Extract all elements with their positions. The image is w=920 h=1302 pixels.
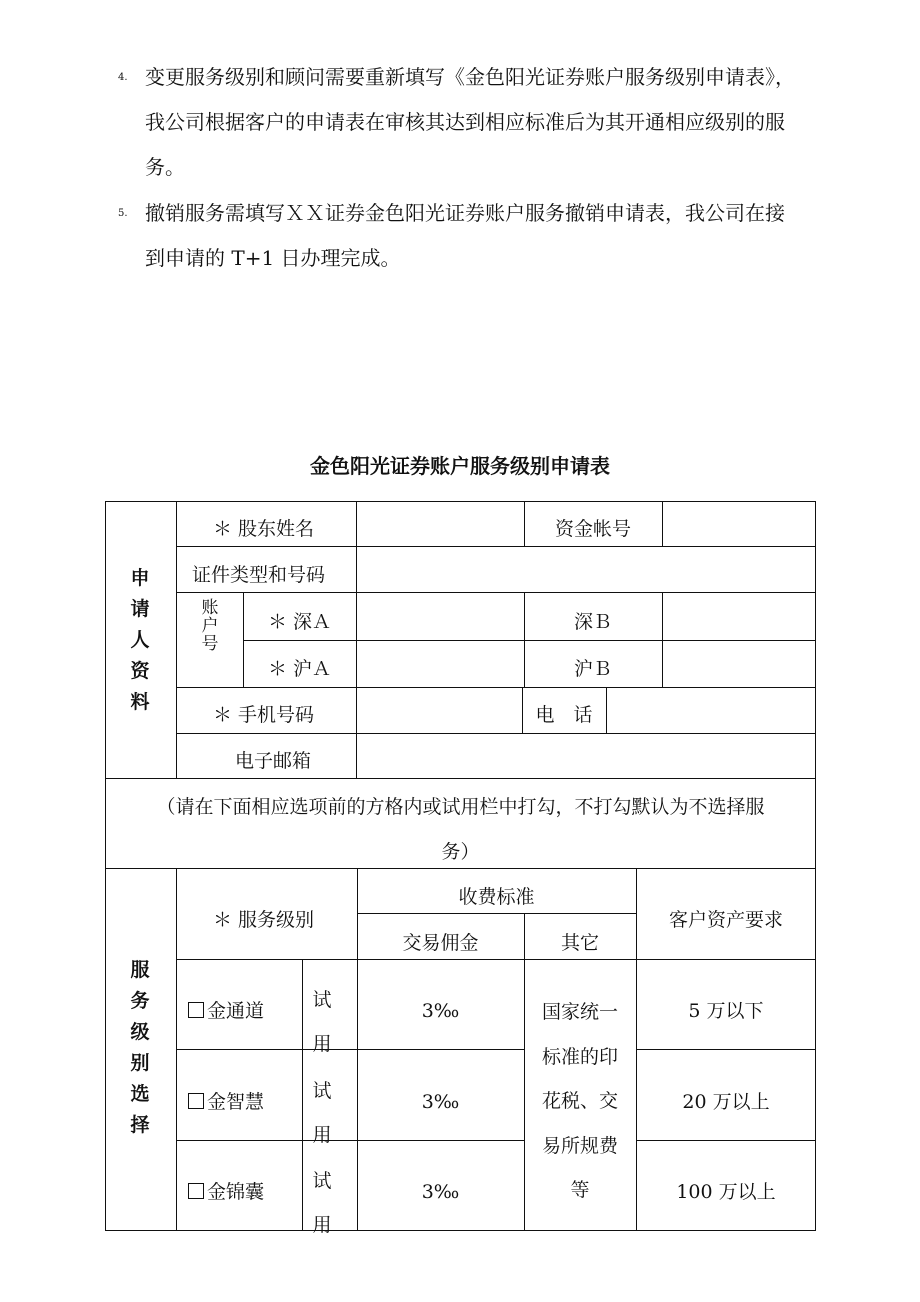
- note-5-line-1: 撤销服务需填写ＸＸ证券金色阳光证券账户服务撤销申请表，我公司在接: [145, 201, 785, 225]
- fee-standard-header: 收费标准: [458, 886, 535, 908]
- trial-cell-3[interactable]: 试 用: [312, 1170, 332, 1236]
- note-4-line-2: 我公司根据客户的申请表在审核其达到相应标准后为其开通相应级别的服: [145, 110, 785, 134]
- checkbox[interactable]: [188, 1183, 204, 1199]
- note-4: [145, 55, 845, 190]
- checkbox[interactable]: [188, 1093, 204, 1109]
- account-number-label: 账 户 号: [201, 598, 219, 654]
- note-5-number: 5.: [118, 208, 128, 219]
- shen-b-label: 深Ｂ: [573, 611, 612, 633]
- other-fee-text: 国家统一 标准的印 花税、交 易所规费 等: [541, 1001, 618, 1201]
- commission-value-3: 3‰: [421, 1181, 460, 1203]
- asset-value-1: 5 万以下: [688, 1000, 764, 1022]
- service-section-label: 服 务 级 别 选 择: [130, 959, 150, 1136]
- mobile-label: ＊ 手机号码: [213, 704, 315, 726]
- email-label: 电子邮箱: [235, 750, 312, 772]
- commission-header: 交易佣金: [402, 932, 479, 954]
- level-option-jin-tongdao[interactable]: 金通道: [188, 1002, 264, 1021]
- asset-value-2: 20 万以上: [682, 1091, 770, 1113]
- note-5: [145, 191, 845, 281]
- shareholder-name-label: ＊ 股东姓名: [213, 518, 315, 540]
- note-5-line-2: 到申请的 T+1 日办理完成。: [145, 246, 401, 270]
- level-option-jin-jinnang[interactable]: 金锦囊: [188, 1183, 264, 1202]
- note-4-number: 4.: [118, 72, 128, 83]
- note-4-line-3: 务。: [145, 155, 185, 179]
- service-level-header: ＊ 服务级别: [213, 909, 315, 931]
- commission-value-1: 3‰: [421, 1000, 460, 1022]
- trial-cell-1[interactable]: 试 用: [312, 989, 332, 1055]
- shen-a-label: ＊ 深Ａ: [268, 611, 332, 633]
- note-4-line-1: 变更服务级别和顾问需要重新填写《金色阳光证券账户服务级别申请表》，: [145, 65, 795, 89]
- id-type-number-label: 证件类型和号码: [192, 564, 326, 586]
- fund-account-label: 资金帐号: [554, 518, 631, 540]
- other-header: 其它: [560, 932, 599, 954]
- form-title: 金色阳光证券账户服务级别申请表: [310, 454, 610, 478]
- applicant-section-label: 申 请 人 资 料: [130, 567, 150, 713]
- asset-requirement-header: 客户资产要求: [668, 909, 783, 931]
- asset-value-3: 100 万以上: [676, 1181, 776, 1203]
- hu-a-label: ＊ 沪Ａ: [268, 658, 332, 680]
- phone-label: 电 话: [535, 704, 593, 726]
- instruction-line-1: （请在下面相应选项前的方格内或试用栏中打勾，不打勾默认为不选择服: [156, 796, 765, 818]
- instruction-line-2: 务）: [441, 841, 480, 863]
- hu-b-label: 沪Ｂ: [573, 658, 612, 680]
- checkbox[interactable]: [188, 1002, 204, 1018]
- commission-value-2: 3‰: [421, 1091, 460, 1113]
- trial-cell-2[interactable]: 试 用: [312, 1080, 332, 1146]
- level-option-jin-zhihui[interactable]: 金智慧: [188, 1093, 264, 1112]
